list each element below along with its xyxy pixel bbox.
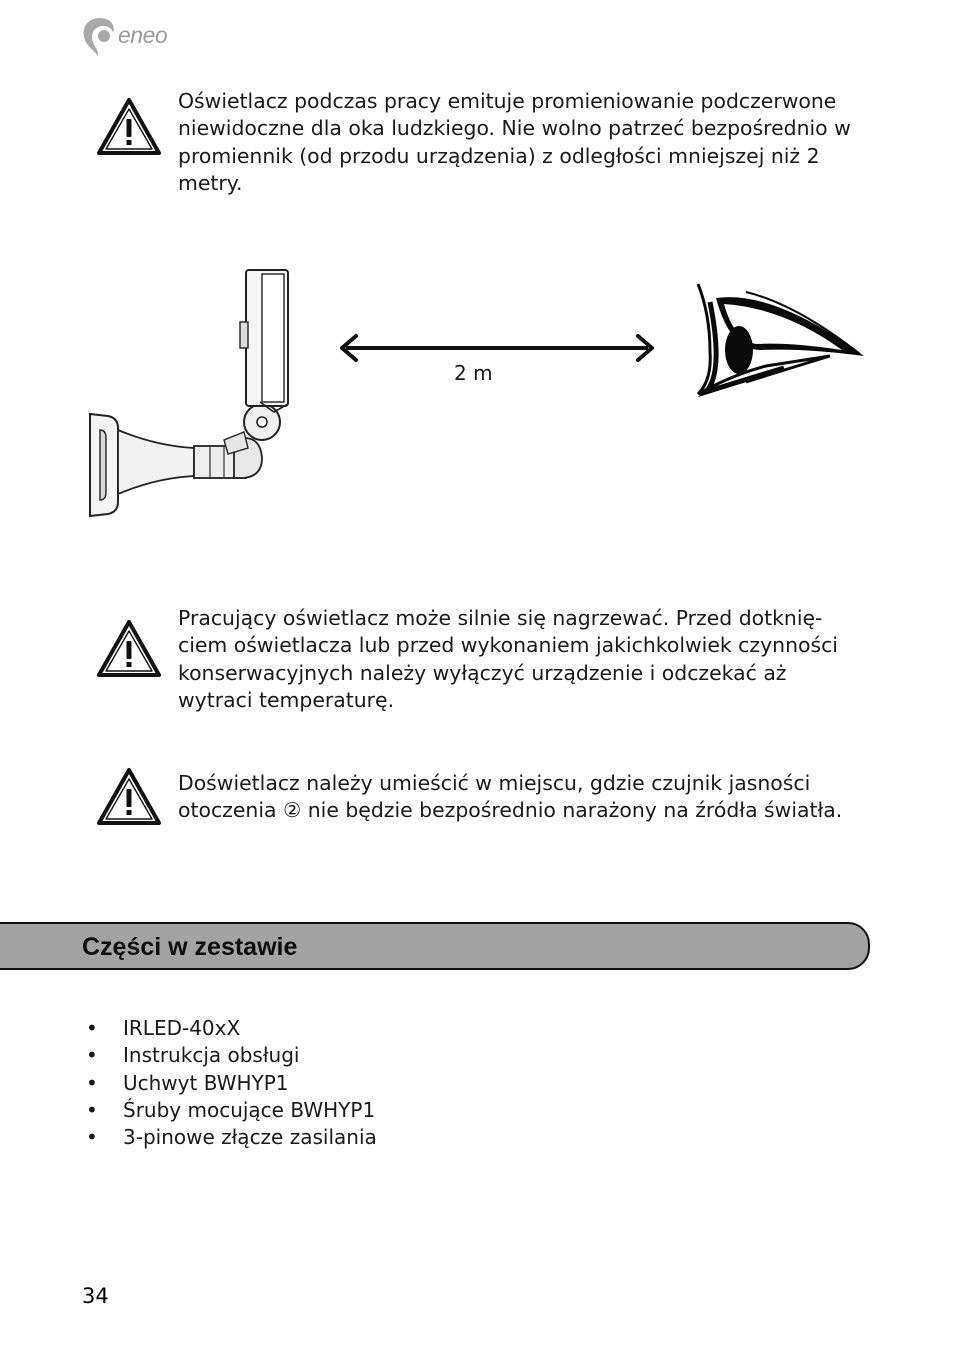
logo-text: eneo [118, 22, 168, 48]
list-item: • Uchwyt BWHYP1 [84, 1070, 377, 1097]
parts-list [84, 1015, 377, 1151]
warning-line: konserwacyjnych należy wyłączyć urządzenie i odczekać aż [178, 660, 787, 685]
eye-icon [698, 284, 864, 394]
warning-line: Doświetlacz należy umieścić w miejscu, gdzie czujnik jasności [178, 771, 811, 795]
eneo-logo [80, 16, 190, 58]
warning-line: ciem oświetlacza lub przed wykonaniem jakichkolwiek czynności [178, 633, 838, 658]
distance-label: 2 m [454, 361, 493, 385]
page-number: 34 [82, 1284, 109, 1308]
illuminator-on-bracket-icon [90, 270, 288, 516]
warning-line: Oświetlacz podczas pracy emituje promieniowanie podczerwone [178, 89, 837, 113]
warning-line: niewidoczne dla oka ludzkiego. Nie wolno patrzeć bezpośrednio w [178, 116, 851, 141]
warning-line: otoczenia ② nie będzie bezpośrednio narażony na źródła światła. [178, 798, 843, 823]
warning-line: Pracujący oświetlacz może silnie się nagrzewać. Przed dotknię- [178, 606, 823, 630]
list-item: • Instrukcja obsługi [84, 1042, 377, 1069]
warning-line: promiennik (od przodu urządzenia) z odległości mniejszej niż 2 [178, 143, 820, 168]
list-item: • 3-pinowe złącze zasilania [84, 1124, 377, 1151]
warning-line: metry. [178, 170, 243, 195]
warning-line: wytraci temperaturę. [178, 687, 395, 712]
section-title: Części w zestawie [82, 933, 298, 961]
warning-triangle-icon [96, 96, 162, 156]
warning-triangle-icon [96, 766, 162, 826]
list-item: • Śruby mocujące BWHYP1 [84, 1097, 377, 1124]
double-arrow-icon [342, 336, 652, 360]
warning-text-infrared [178, 88, 878, 197]
eneo-logo-mark-icon [80, 16, 120, 58]
warning-triangle-icon [96, 618, 162, 678]
warning-text-sensor [178, 770, 878, 825]
warning-text-heat [178, 605, 878, 714]
list-item: • IRLED-40xX [84, 1015, 377, 1042]
distance-figure [84, 262, 874, 524]
